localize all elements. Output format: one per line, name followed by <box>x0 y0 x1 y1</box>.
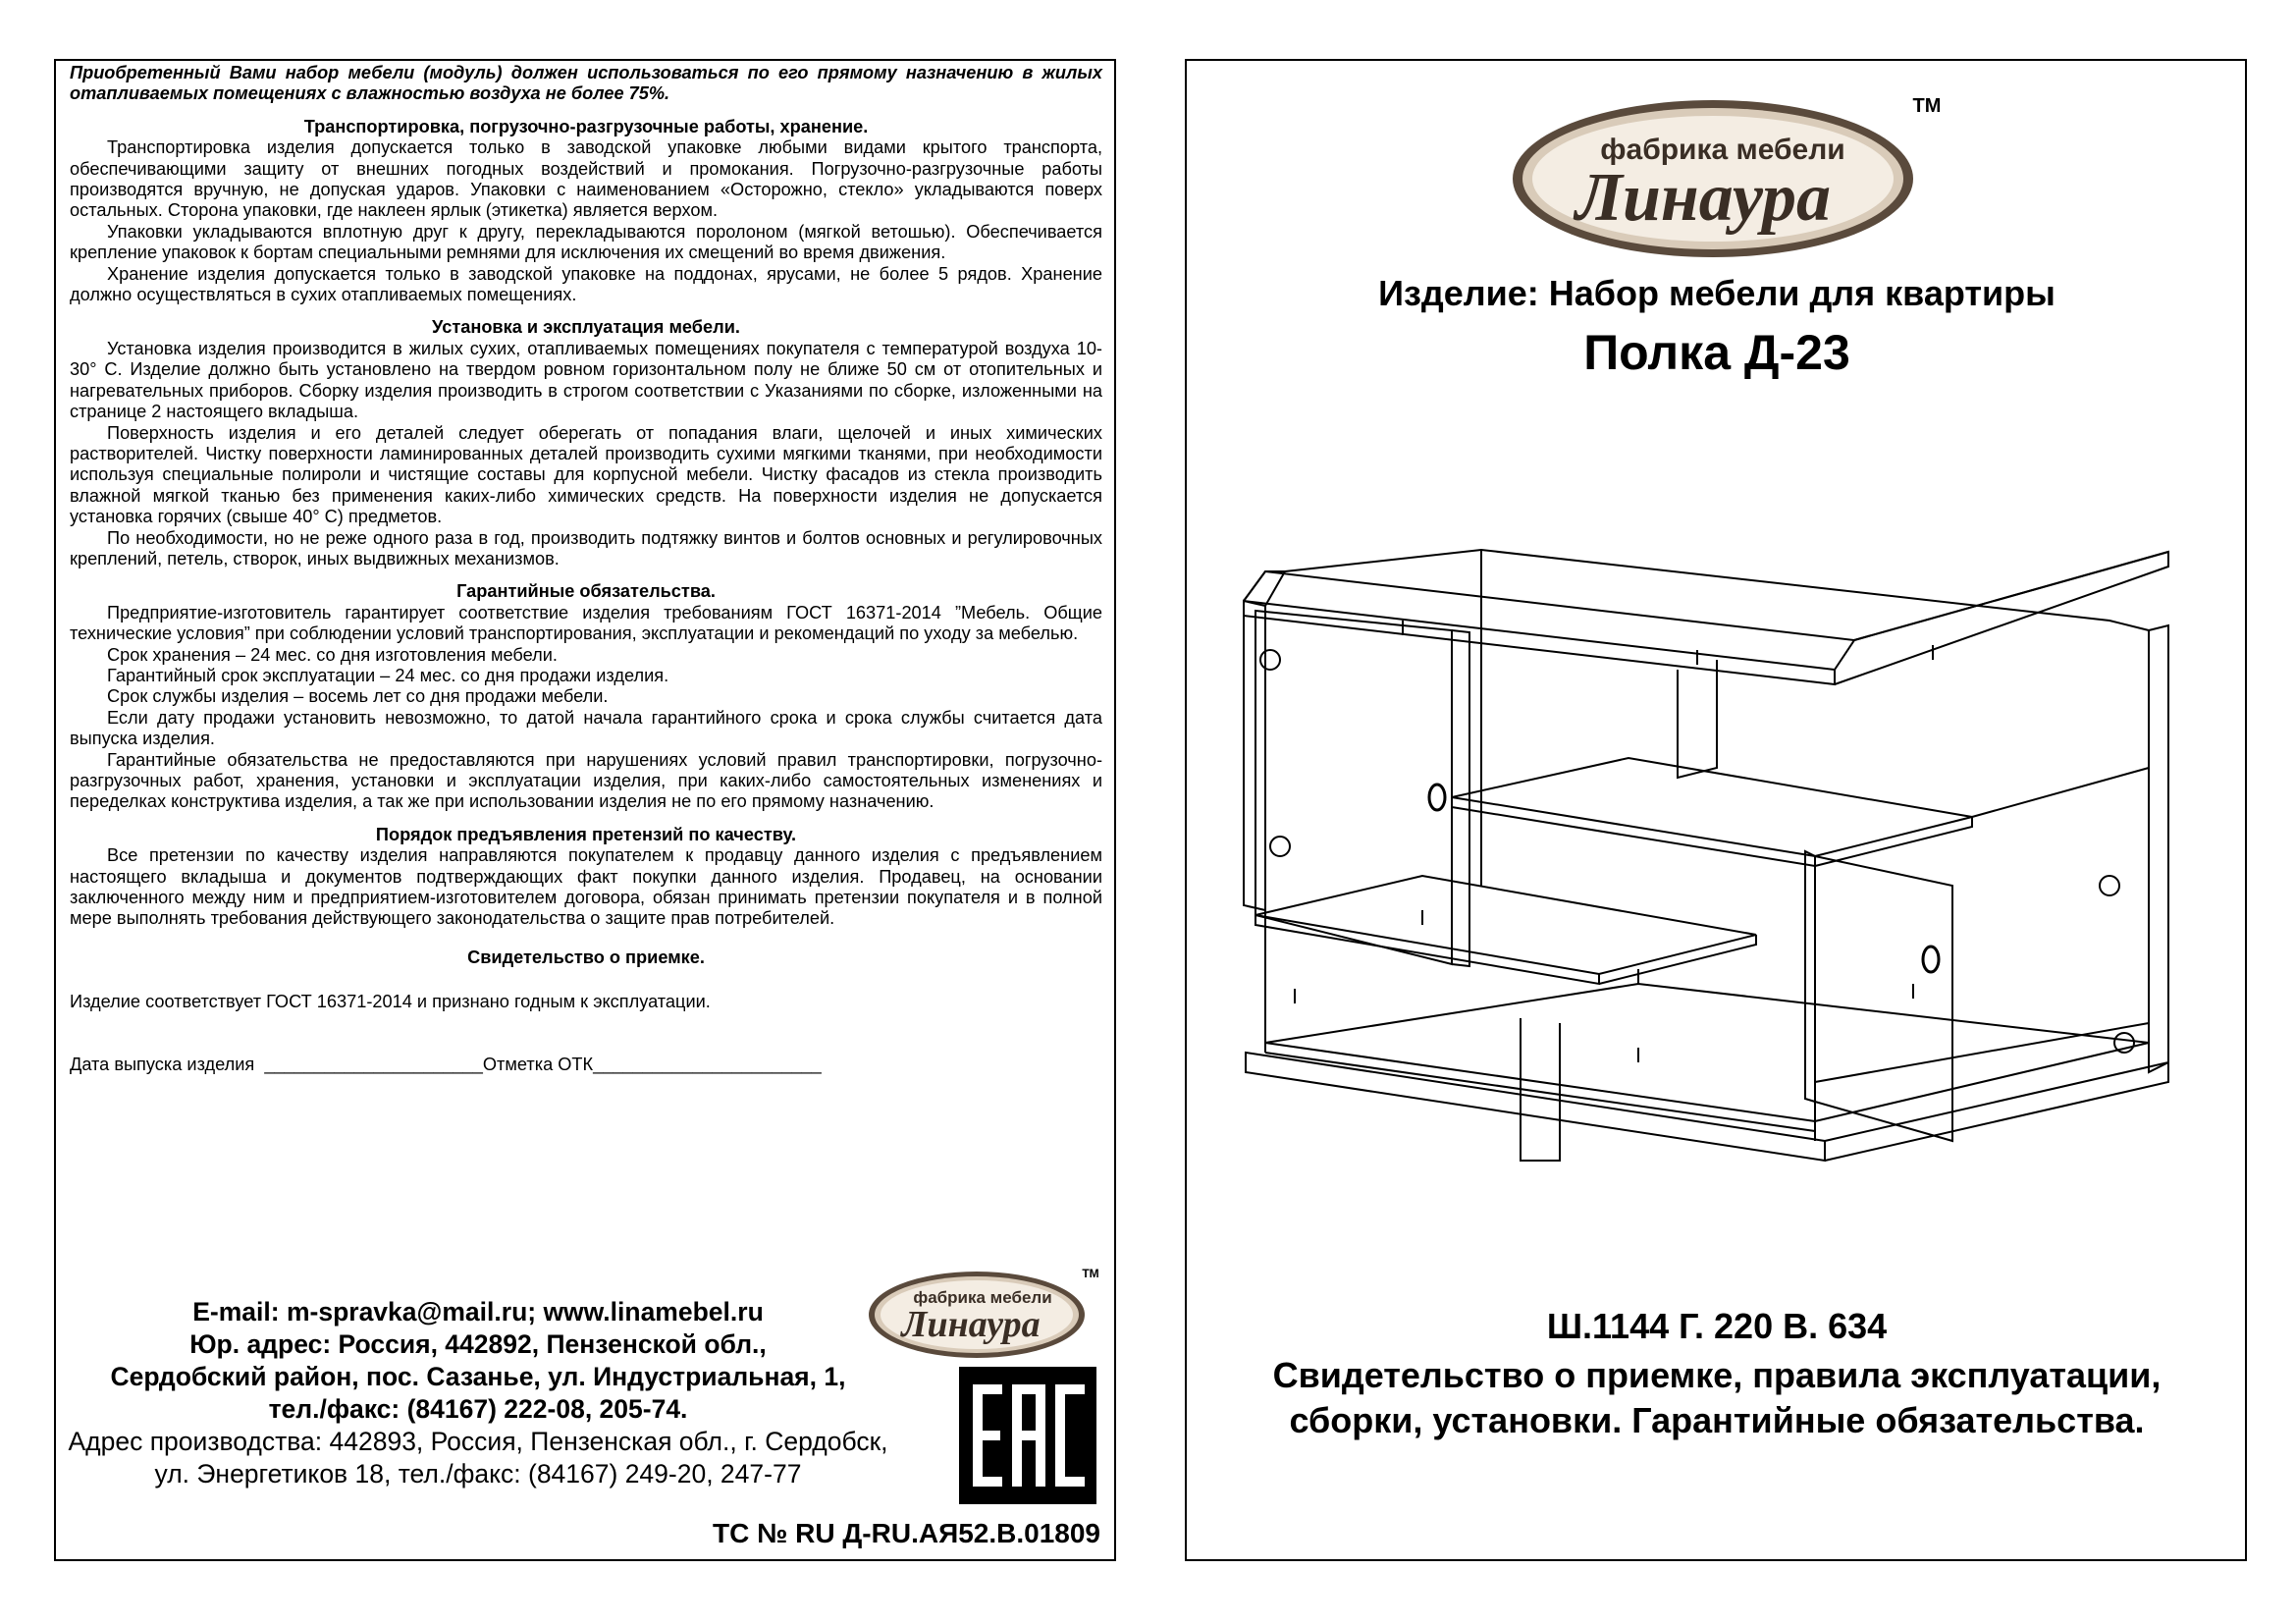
claims-heading: Порядок предъявления претензий по качеству. <box>375 824 797 844</box>
logo-name: Линаура <box>1575 160 1832 236</box>
install-paragraph-2: Поверхность изделия и его деталей следует оберегать от попадания влаги, щелочей и иных химических растворителей. Чистку поверхности ламинированных деталей производить сухими мягкими тканями, при необходимости используя специальные полироли и чистящие составы для корпусной мебели. Чистку фасадов из стекла производить влажной мягкой тканью без применения каких-либо химических средств. На поверхности изделия не допускается установка горячих (свыше 40° С) предметов. <box>70 422 1102 527</box>
warranty-paragraph-4: Срок службы изделия – восемь лет со дня продажи мебели. <box>107 686 609 707</box>
eac-mark-icon <box>959 1367 1096 1504</box>
warranty-paragraph-5: Если дату продажи установить невозможно, то датой начала гарантийного срока и срока службы считается дата выпуска изделия. <box>70 707 1102 749</box>
contact-legal-address-1: Юр. адрес: Россия, 442892, Пензенской обл., <box>189 1329 767 1359</box>
acceptance-heading: Свидетельство о приемке. <box>467 947 705 967</box>
install-heading: Установка и эксплуатация мебели. <box>432 317 740 338</box>
release-date-label: Дата выпуска изделия <box>70 1054 255 1074</box>
product-name: Полка Д-23 <box>1583 325 1850 380</box>
warranty-heading: Гарантийные обязательства. <box>456 581 716 602</box>
logo-small-tagline: фабрика мебели <box>913 1288 1052 1307</box>
warranty-paragraph-3: Гарантийный срок эксплуатации – 24 мес. со дня продажи изделия. <box>107 665 669 685</box>
install-paragraph-1: Установка изделия производится в жилых сухих, отапливаемых помещениях покупателя с температурой воздуха 10-30° С. Изделие должно быть установлено на твердом ровном горизонтальном полу не ближе 50 см от отопительных и нагревательных приборов. Сборку изделия производить в строгом соответствии с Указаниями по сборке, изложенными на странице 2 настоящего вкладыша. <box>70 338 1102 422</box>
acceptance-statement: Изделие соответствует ГОСТ 16371-2014 и признано годным к эксплуатации. <box>70 992 711 1012</box>
dimensions: Ш.1144 Г. 220 В. 634 <box>1546 1306 1888 1346</box>
contact-production-address-1: Адрес производства: 442893, Россия, Пензенская обл., г. Сердобск, <box>68 1427 888 1456</box>
intro-paragraph: Приобретенный Вами набор мебели (модуль) должен использоваться по его прямому назначению в жилых отапливаемых помещениях с влажностью воздуха не более 75%. <box>70 63 1102 104</box>
contact-legal-address-2: Сердобский район, пос. Сазанье, ул. Индустриальная, 1, <box>110 1362 846 1391</box>
description-line-1: Свидетельство о приемке, правила эксплуатации, <box>1272 1355 2162 1395</box>
release-date-blank: ______________________ <box>264 1054 483 1074</box>
company-logo <box>1511 84 1943 261</box>
transport-heading: Транспортировка, погрузочно-разгрузочные работы, хранение. <box>303 116 869 136</box>
warranty-paragraph-2: Срок хранения – 24 мес. со дня изготовления мебели. <box>107 644 558 665</box>
otk-label: Отметка ОТК <box>482 1054 594 1074</box>
certificate-number: ТС № RU Д-RU.АЯ52.В.01809 <box>713 1518 1100 1548</box>
company-logo-small <box>867 1264 1102 1362</box>
contact-production-address-2: ул. Энергетиков 18, тел./факс: (84167) 249-20, 247-77 <box>154 1459 802 1489</box>
contact-block <box>56 1296 900 1490</box>
transport-paragraph-1: Транспортировка изделия допускается только в заводской упаковке любыми видами крытого транспорта, обеспечивающими защиту от внешних погодных воздействий и промокания. Погрузочно-разгрузочные работы производятся вручную, не допуская ударов. Упаковки с наименованием «Осторожно, стекло» укладываются поверх остальных. Сторона упаковки, где наклеен ярлык (этикетка) является верхом. <box>70 137 1102 221</box>
claims-paragraph: Все претензии по качеству изделия направляются покупателем к продавцу данного изделия с предъявлением настоящего вкладыша и документов подтверждающих факт покупки данного изделия. Продавец, на основании заключенного между ним и предприятием-изготовителем договора, обязан принимать претензии покупателя и в полной мере выполнять требования действующего законодательства о защите прав потребителей. <box>70 845 1102 929</box>
logo-tm: TM <box>1912 95 1942 117</box>
logo-tagline: фабрика мебели <box>1600 134 1845 166</box>
left-page <box>54 59 1116 1561</box>
transport-paragraph-2: Упаковки укладываются вплотную друг к другу, перекладываются поролоном (мягкой ветошью). Обеспечивается крепление упаковок к бортам специальными ремнями для исключения их смещений во время движения. <box>70 221 1102 263</box>
shelf-drawing <box>1226 473 2208 1239</box>
document-text <box>70 61 1102 1075</box>
warranty-paragraph-1: Предприятие-изготовитель гарантирует соответствие изделия требованиям ГОСТ 16371-2014 ”Мебель. Общие технические условия” при соблюдении условий транспортирования, эксплуатации и рекомендаций по уходу за мебелью. <box>70 602 1102 644</box>
product-line: Изделие: Набор мебели для квартиры <box>1378 273 2056 313</box>
contact-phone: тел./факс: (84167) 222-08, 205-74. <box>268 1394 688 1424</box>
right-page <box>1185 59 2247 1561</box>
acceptance-date-line <box>70 1055 1102 1075</box>
install-paragraph-3: По необходимости, но не реже одного раза в год, производить подтяжку винтов и болтов основных и регулировочных креплений, петель, створок, иных выдвижных механизмов. <box>70 527 1102 568</box>
transport-paragraph-3: Хранение изделия допускается только в заводской упаковке на поддонах, ярусами, не более 5 рядов. Хранение должно осуществляться в сухих отапливаемых помещениях. <box>70 263 1102 305</box>
logo-small-tm: TM <box>1082 1267 1099 1280</box>
logo-small-name: Линаура <box>901 1304 1041 1345</box>
description-line-2: сборки, установки. Гарантийные обязательства. <box>1289 1400 2145 1440</box>
contact-email: E-mail: m-spravka@mail.ru; www.linamebel.ru <box>192 1297 764 1326</box>
otk-blank: _______________________ <box>593 1054 822 1074</box>
warranty-paragraph-6: Гарантийные обязательства не предоставляются при нарушениях условий правил транспортировки, погрузочно-разгрузочных работ, хранения, установки и эксплуатации изделия, при каких-либо самостоятельных изменениях и переделках конструктива изделия, а так же при использовании изделия не по его прямому назначению. <box>70 749 1102 812</box>
